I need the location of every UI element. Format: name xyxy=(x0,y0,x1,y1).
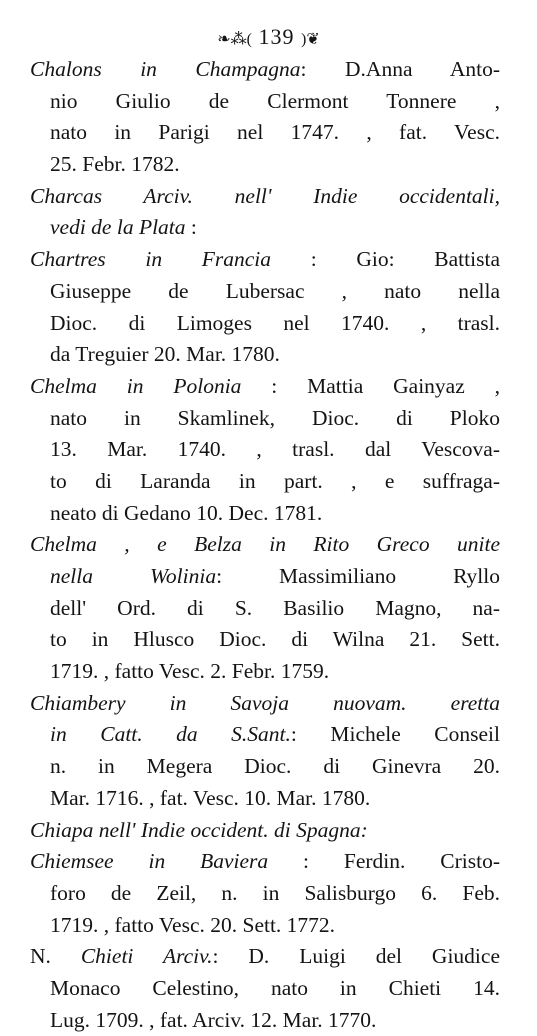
entry-text-line xyxy=(30,308,500,340)
roman-text: nato in Parigi nel 1747. , fat. Vesc. xyxy=(50,120,500,145)
entry-heading-line xyxy=(30,688,500,720)
entry-text-line xyxy=(30,149,500,181)
roman-text: : D. Luigi del Giudice xyxy=(212,944,500,969)
entry-text-line xyxy=(30,212,500,244)
entry-text-line xyxy=(30,498,500,530)
entry-heading-line xyxy=(30,529,500,561)
entry xyxy=(30,244,500,371)
entry-heading-line xyxy=(30,371,500,403)
entry-text-line xyxy=(30,466,500,498)
roman-text: : xyxy=(185,215,197,240)
entry-text-line xyxy=(30,86,500,118)
entry-heading-line xyxy=(30,941,500,973)
roman-text: : Gio: Battista xyxy=(271,247,500,272)
header-left-ornament: ❧⁂( xyxy=(217,31,252,48)
roman-text: 13. Mar. 1740. , trasl. dal Vescova- xyxy=(50,437,500,462)
roman-text: Lug. 1709. , fat. Arciv. 12. Mar. 1770. xyxy=(50,1007,377,1032)
entry xyxy=(30,846,500,941)
entry xyxy=(30,54,500,181)
roman-text: to di Laranda in part. , e suffraga- xyxy=(50,468,500,493)
entry-text-line xyxy=(30,719,500,751)
italic-text: Chiapa nell' Indie occident. di Spagna: xyxy=(30,817,368,842)
header-right-ornament: )❦ xyxy=(301,31,320,48)
roman-text: : Massimiliano Ryllo xyxy=(216,564,500,588)
entry-text-line xyxy=(30,656,500,688)
entry-text-line xyxy=(30,434,500,466)
entry-text-line xyxy=(30,878,500,910)
roman-text: 25. Febr. 1782. xyxy=(50,152,180,177)
italic-text: Chartres in Francia xyxy=(30,247,272,272)
italic-text: Charcas Arciv. nell' Indie occidentali, xyxy=(30,183,500,208)
roman-text: Dioc. di Limoges nel 1740. , trasl. xyxy=(50,310,500,335)
roman-text: da Treguier 20. Mar. 1780. xyxy=(50,342,280,367)
italic-text: nella Wolinia xyxy=(50,564,217,588)
entry-heading-line xyxy=(30,846,500,878)
entry-text-line xyxy=(30,751,500,783)
entry-text-line xyxy=(30,403,500,435)
entry-text-line xyxy=(30,339,500,371)
entry-text-line xyxy=(30,593,500,625)
entry-text-line xyxy=(30,910,500,942)
roman-text: 1719. , fatto Vesc. 2. Febr. 1759. xyxy=(50,659,330,684)
entry-heading-line xyxy=(30,815,500,847)
entry-text-line xyxy=(30,624,500,656)
page-number: 139 xyxy=(258,24,295,49)
roman-text: 1719. , fatto Vesc. 20. Sett. 1772. xyxy=(50,912,336,937)
roman-text: Monaco Celestino, nato in Chieti 14. xyxy=(50,975,500,1000)
italic-text: in Catt. da S.Sant. xyxy=(50,722,291,747)
text-body xyxy=(30,54,500,1036)
roman-text: Giuseppe de Lubersac , nato nella xyxy=(50,278,500,303)
entry xyxy=(30,941,500,1036)
italic-text: Chelma , e Belza in Rito Greco unite xyxy=(30,532,500,557)
roman-text: Mar. 1716. , fat. Vesc. 10. Mar. 1780. xyxy=(50,785,371,810)
entry-text-line xyxy=(30,783,500,815)
entry-text-line xyxy=(30,973,500,1005)
entry-text-line xyxy=(30,561,500,593)
roman-text: nio Giulio de Clermont Tonnere , xyxy=(50,88,500,113)
roman-text: : Michele Conseil xyxy=(290,722,500,747)
entry xyxy=(30,371,500,529)
roman-text: dell' Ord. di S. Basilio Magno, na- xyxy=(50,595,500,620)
entry-text-line xyxy=(30,1005,500,1036)
entry xyxy=(30,181,500,244)
entry xyxy=(30,688,500,815)
roman-text: foro de Zeil, n. in Salisburgo 6. Feb. xyxy=(50,880,500,905)
italic-text: Chiemsee in Baviera xyxy=(30,849,269,874)
page-header xyxy=(0,24,537,53)
roman-text: : D.Anna Anto- xyxy=(300,57,500,81)
roman-text: : Ferdin. Cristo- xyxy=(268,849,500,874)
entry xyxy=(30,815,500,847)
roman-text: n. in Megera Dioc. di Ginevra 20. xyxy=(50,754,500,779)
entry-heading-line xyxy=(30,244,500,276)
entry xyxy=(30,529,500,687)
italic-text: Chelma in Polonia xyxy=(30,373,242,398)
roman-text: : Mattia Gainyaz , xyxy=(241,373,500,398)
italic-text: Chalons in Champagna xyxy=(30,57,301,81)
roman-text: N. xyxy=(30,944,81,969)
entry-heading-line xyxy=(30,54,500,86)
entry-text-line xyxy=(30,117,500,149)
roman-text: nato in Skamlinek, Dioc. di Ploko xyxy=(50,405,500,430)
entry-heading-line xyxy=(30,181,500,213)
entry-text-line xyxy=(30,276,500,308)
italic-text: Chiambery in Savoja nuovam. eretta xyxy=(30,690,500,715)
roman-text: neato di Gedano 10. Dec. 1781. xyxy=(50,500,323,525)
italic-text: Chieti Arciv. xyxy=(80,944,213,969)
italic-text: vedi de la Plata xyxy=(50,215,186,240)
roman-text: to in Hlusco Dioc. di Wilna 21. Sett. xyxy=(50,627,500,652)
